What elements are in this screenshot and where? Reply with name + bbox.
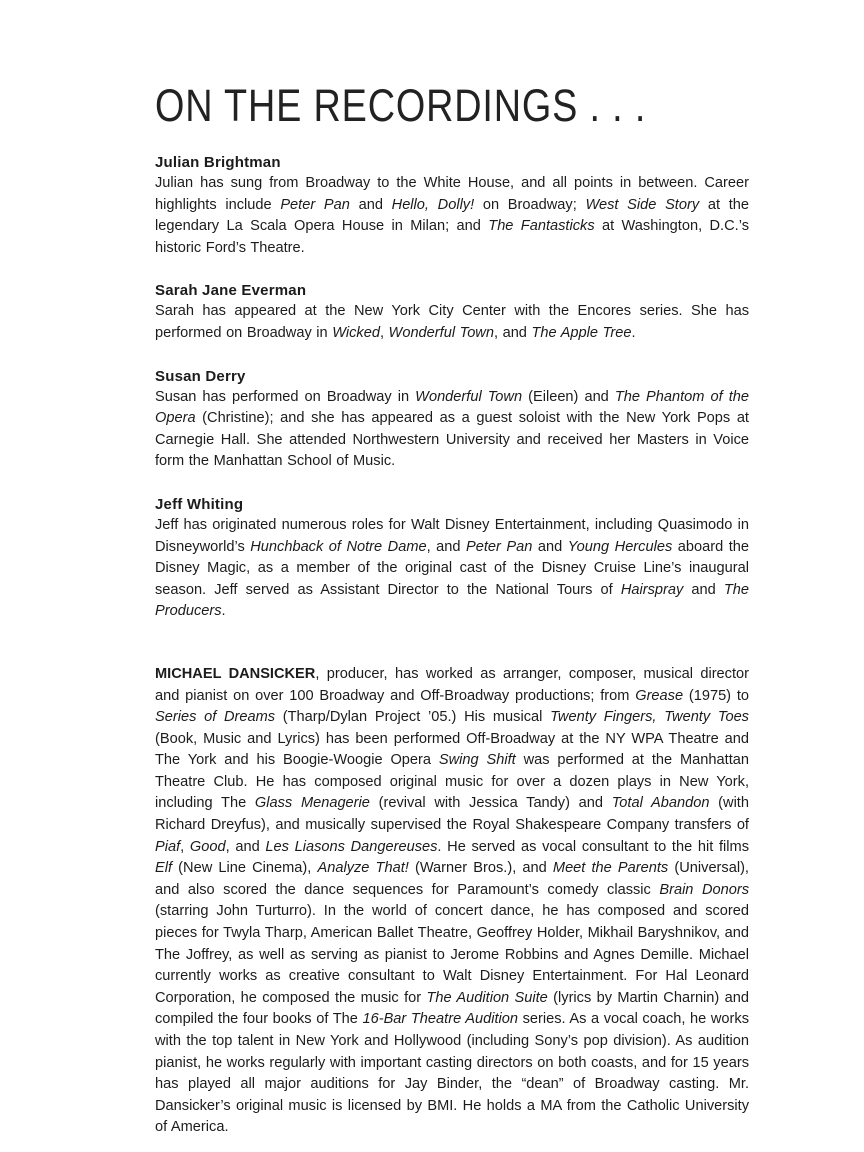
bio-name: Jeff Whiting	[155, 495, 244, 513]
page-content	[155, 80, 749, 1139]
producer-bio-section	[155, 664, 749, 1139]
bio-name: Julian Brightman	[155, 154, 281, 171]
producer-paragraph: MICHAEL DANSICKER, producer, has worked as arranger, composer, musical director and pianist on over 100 Broadway and Off-Broadway productions; from Grease (1975) to Series of Dreams (Tharp/Dylan Project ’05.) His musical Twenty Fingers, Twenty Toes (Book, Music and Lyrics) has been performed Off-Broadway at the NY WPA Theatre and The York and his Boogie-Woogie Opera Swing Shift was performed at the Manhattan Theatre Club. He has composed original music for over a dozen plays in New York, including The Glass Menagerie (revival with Jessica Tandy) and Total Abandon (with Richard Dreyfus), and musically supervised the Royal Shakespeare Company transfers of Piaf, Good, and Les Liasons Dangereuses. He served as vocal consultant to the hit films Elf (New Line Cinema), Analyze That! (Warner Bros.), and Meet the Parents (Universal), and also scored the dance sequences for Paramount’s comedy classic Brain Donors (starring John Turturro). In the world of concert dance, he has composed and scored pieces for Twyla Tharp, American Ballet Theatre, Geoffrey Holder, Mikhail Baryshnikov, and The Joffrey, as well as serving as pianist to Jerome Robbins and Agnes Demille. Michael currently works as creative consultant to Walt Disney Entertainment. For Hal Leonard Corporation, he composed the music for The Audition Suite (lyrics by Martin Charnin) and compiled the four books of The 16-Bar Theatre Audition series. As a vocal coach, he works with the top talent in New York and Hollywood (including Sony’s pop division). As audition pianist, he works regularly with important casting directors on both coasts, and for 15 years has played all major auditions for Jay Binder, the “dean” of Broadway casting. Mr. Dansicker’s original music is licensed by BMI. He holds a MA from the Catholic University of America.	[155, 665, 749, 1136]
bio-paragraph: Susan has performed on Broadway in Wonderful Town (Eileen) and The Phantom of the Opera (Christine); and she has appeared as a guest soloist with the New York Pops at Carnegie Hall. She attended Northwestern University and received her Masters in Voice form the Manhattan School of Music.	[155, 388, 749, 470]
bio-section-jeff-whiting	[155, 496, 749, 623]
bio-name: Susan Derry	[155, 367, 246, 385]
bio-section-julian-brightman	[155, 154, 749, 259]
bio-paragraph: Sarah has appeared at the New York City Center with the Encores series. She has performed on Broadway in Wicked, Wonderful Town, and The Apple Tree.	[155, 303, 749, 341]
bio-section-sarah-jane-everman	[155, 282, 749, 344]
bio-paragraph: Jeff has originated numerous roles for Walt Disney Entertainment, including Quasimodo in Disneyworld’s Hunchback of Notre Dame, and Peter Pan and Young Hercules aboard the Disney Magic, as a member of the original cast of the Disney Cruise Line’s inaugural season. Jeff served as Assistant Director to the National Tours of Hairspray and The Producers.	[155, 516, 749, 620]
bio-paragraph: Julian has sung from Broadway to the White House, and all points in between. Career highlights include Peter Pan and Hello, Dolly! on Broadway; West Side Story at the legendary La Scala Opera House in Milan; and The Fantasticks at Washington, D.C.’s historic Ford’s Theatre.	[155, 175, 749, 256]
bio-section-susan-derry	[155, 368, 749, 473]
page-title: ON THE RECORDINGS . . .	[155, 80, 647, 131]
bio-name: Sarah Jane Everman	[155, 282, 307, 300]
